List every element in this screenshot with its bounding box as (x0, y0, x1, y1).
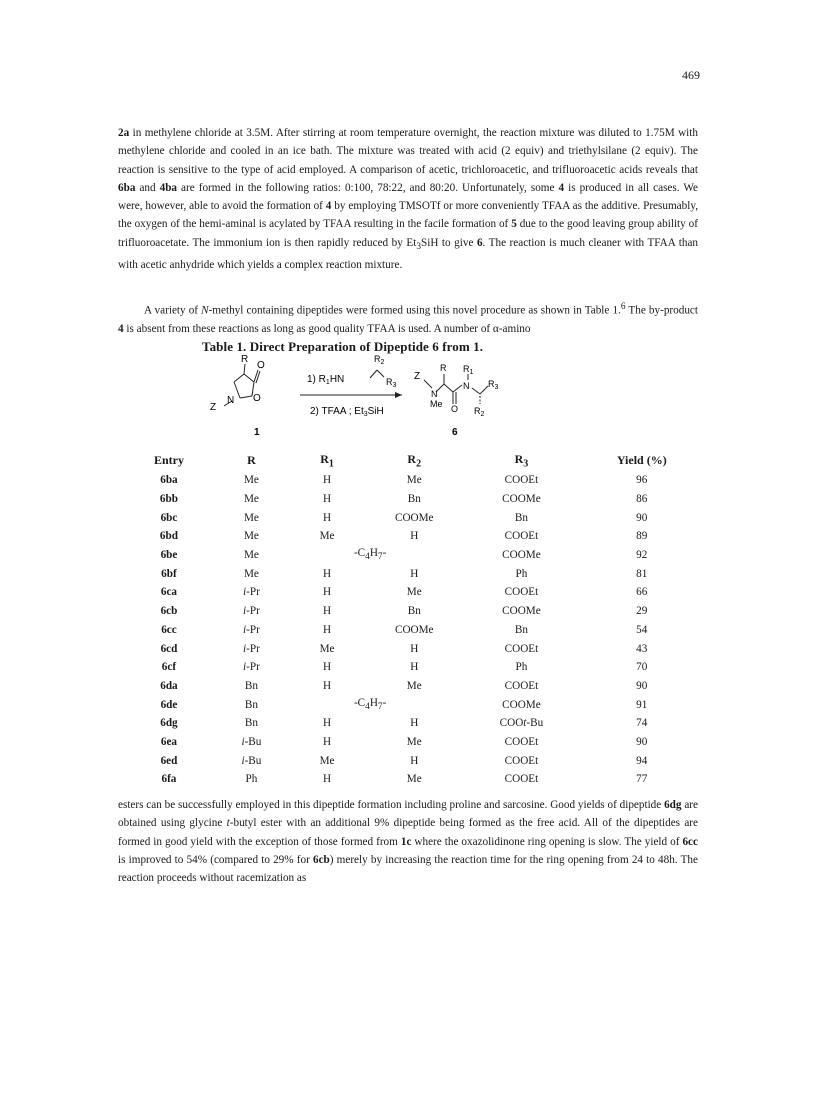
reagent-r3: $R_3$ (386, 377, 397, 389)
cell-r3: COOMe (502, 549, 541, 562)
cell-yield: 66 (636, 586, 648, 599)
header-yield: Yield (%) (616, 453, 667, 467)
table-row (118, 546, 698, 565)
table-row (118, 658, 698, 677)
cell-r: i-Bu (241, 735, 262, 748)
cell-r: i-Bu (241, 754, 262, 767)
cell-r: Me (243, 567, 259, 580)
cell-r3: COOEt (504, 474, 539, 487)
cell-r2: H (410, 661, 419, 674)
compound-1-label: 1 (254, 427, 260, 438)
o-ring-label: O (253, 393, 261, 404)
cell-r2: H (410, 754, 419, 767)
cell-yield: 91 (636, 698, 648, 711)
cell-r3: Ph (515, 567, 528, 580)
cell-entry: 6fa (161, 773, 177, 786)
cell-r1: Me (319, 530, 335, 543)
cell-r3: COOEt (504, 679, 539, 692)
header-r: R (247, 453, 256, 467)
cell-r1: H (323, 586, 332, 599)
cell-entry: 6be (160, 549, 178, 562)
table-row (118, 751, 698, 770)
cell-r2: Bn (407, 493, 421, 506)
paragraph-2: A variety of N-methyl containing dipeptides were formed using this novel procedure as shown in Table 1.$^6$ The by-product 4 is absent from these reactions as long as good quality TFAA is used. A number of α-amino (118, 302, 699, 336)
table-row (118, 639, 698, 658)
cell-r2: Me (406, 586, 422, 599)
header-r3: $R_3$ (514, 451, 529, 470)
cell-r1: H (323, 735, 332, 748)
n-label: N (227, 395, 235, 406)
cell-yield: 94 (636, 754, 648, 767)
cell-entry: 6bd (159, 530, 178, 543)
cell-r3: Ph (515, 661, 528, 674)
cell-r1: Me (319, 642, 335, 655)
table-row (118, 733, 698, 752)
cell-yield: 86 (636, 493, 648, 506)
cell-r1: H (323, 623, 332, 636)
cell-entry: 6ca (160, 586, 178, 599)
cell-yield: 81 (636, 567, 648, 580)
cell-r1: Me (319, 754, 335, 767)
table-row (118, 527, 698, 546)
cell-r2: H (410, 567, 419, 580)
cell-r1: H (323, 511, 332, 524)
cell-r3: COOMe (502, 698, 541, 711)
cell-r2: Me (406, 735, 422, 748)
cell-r: Me (243, 511, 259, 524)
cell-r1: H (323, 679, 332, 692)
cell-r1: H (323, 717, 332, 730)
compound-6-label: 6 (452, 427, 458, 438)
r-label: R (241, 354, 249, 365)
header-r1: $R_1$ (320, 451, 334, 470)
cell-r1: H (323, 474, 332, 487)
cell-r3: COOEt (504, 754, 539, 767)
table-row (118, 583, 698, 602)
reagent-step-1: 1) $R_1HN$ (307, 374, 345, 386)
z-product-label: Z (414, 371, 421, 382)
table-row (118, 677, 698, 696)
cell-r3: Bn (514, 511, 528, 524)
table-row (118, 471, 698, 490)
table-header-row (118, 450, 698, 471)
cell-r2: Me (406, 773, 422, 786)
paragraph-3: esters can be successfully employed in this dipeptide formation including proline and sarcosine. Good yields of dipeptide 6dg are obtained using glycine t-butyl ester with an additional 9% dipeptide being formed as the free acid. All of the dipeptides are formed in good yield with the exception of those formed from 1c where the oxazolidinone ring opening is slow. The yield of 6cc is improved to 54% (compared to 29% for 6cb) merely by increasing the reaction time for the ring opening from 24 to 48h. The reaction proceeds without racemization as (118, 799, 698, 885)
cell-r: Ph (245, 773, 258, 786)
cell-r1: H (323, 605, 332, 618)
me-label: Me (430, 399, 443, 409)
cell-r3: COOEt (504, 642, 539, 655)
cell-r1: H (323, 493, 332, 506)
cell-entry: 6cd (160, 642, 178, 655)
cell-r3: COOEt (504, 773, 539, 786)
table-row (118, 490, 698, 509)
reagent-r2: $R_2$ (374, 354, 385, 366)
cell-entry: 6bb (159, 493, 178, 506)
cell-r2: H (410, 642, 419, 655)
cell-r3: COOMe (502, 605, 541, 618)
cell-r: i-Pr (243, 661, 260, 674)
cell-entry: 6ea (160, 735, 178, 748)
cell-entry: 6da (160, 679, 178, 692)
cell-entry: 6ba (160, 474, 178, 487)
cell-r1: H (323, 661, 332, 674)
cell-r: Me (243, 530, 259, 543)
cell-r: Me (243, 474, 259, 487)
cell-r: i-Pr (243, 642, 260, 655)
cell-r1: $-C_4H_7-$ (353, 547, 387, 563)
reaction-scheme (210, 352, 630, 452)
header-entry: Entry (153, 453, 184, 467)
r2-product-label: $R_2$ (474, 406, 485, 418)
cell-r2: Me (406, 679, 422, 692)
cell-yield: 96 (636, 474, 648, 487)
cell-r: i-Pr (243, 605, 260, 618)
cell-r: Me (243, 549, 259, 562)
cell-r1: H (323, 773, 332, 786)
paragraph-1: 2a in methylene chloride at 3.5M. After stirring at room temperature overnight, the reaction mixture was diluted to 1.75M with methylene chloride and cooled in an ice bath. The mixture was treated with acid (2 equiv) and triethylsilane (2 equiv). The reaction is sensitive to the type of acid employed. A comparison of acetic, trichloroacetic, and trifluoroacetic acids reveals that 6ba and 4ba are formed in the following ratios: 0:100, 78:22, and 80:20. Unfortunately, some 4 is produced in all cases. We were, however, able to avoid the formation of 4 by employing TMSOTf or more conveniently TFAA as the additive. Presumably, the oxygen of the hemi-aminal is acylated by TFAA resulting in the facile formation of 5 due to the good leaving group ability of trifluoroacetate. The immonium ion is then rapidly reduced by $Et_3SiH$ to give 6. The reaction is much cleaner with TFAA than with acetic anhydride which yields a complex reaction mixture. (118, 127, 699, 272)
table-row (118, 621, 698, 640)
cell-r: i-Pr (243, 586, 260, 599)
cell-r3: COOt-Bu (499, 717, 544, 730)
cell-r2: Bn (407, 605, 421, 618)
n2-product-label: N (463, 381, 470, 391)
cell-entry: 6cb (160, 605, 178, 618)
table-row (118, 602, 698, 621)
reagent-step-2: 2) TFAA ; $Et_3SiH$ (310, 406, 384, 418)
cell-yield: 90 (636, 735, 648, 748)
cell-yield: 43 (636, 642, 648, 655)
cell-yield: 89 (636, 530, 648, 543)
cell-yield: 92 (636, 549, 648, 562)
n-product-label: N (431, 389, 438, 399)
cell-entry: 6cc (161, 623, 177, 636)
cell-r2: COOMe (394, 623, 434, 636)
cell-yield: 70 (636, 661, 648, 674)
r1-product-label: $R_1$ (463, 364, 474, 376)
cell-r2: H (410, 530, 419, 543)
cell-r: Bn (244, 717, 258, 730)
r3-product-label: $R_3$ (488, 379, 499, 391)
table-row (118, 714, 698, 733)
cell-yield: 74 (636, 717, 648, 730)
cell-yield: 90 (636, 679, 648, 692)
table-row (118, 770, 698, 789)
cell-entry: 6bf (161, 567, 177, 580)
cell-r2: Me (406, 474, 422, 487)
cell-r2: COOMe (394, 511, 434, 524)
table-row (118, 695, 698, 714)
cell-r3: COOEt (504, 735, 539, 748)
cell-entry: 6bc (160, 511, 178, 524)
cell-yield: 29 (636, 605, 648, 618)
cell-r: Me (243, 493, 259, 506)
z-label: Z (210, 402, 217, 413)
header-r2: $R_2$ (407, 451, 422, 470)
cell-yield: 77 (636, 773, 648, 786)
cell-r: Bn (244, 698, 258, 711)
page-number: 469 (682, 68, 700, 82)
table-title: Table 1. Direct Preparation of Dipeptide 6 from 1. (202, 339, 484, 354)
table-row (118, 564, 698, 583)
table-row (118, 508, 698, 527)
cell-entry: 6ed (160, 754, 178, 767)
r-product-label: R (440, 363, 447, 373)
cell-r3: COOEt (504, 530, 539, 543)
cell-entry: 6cf (161, 661, 177, 674)
cell-yield: 54 (636, 623, 648, 636)
cell-r2: H (410, 717, 419, 730)
cell-r1: H (323, 567, 332, 580)
cell-entry: 6de (160, 698, 178, 711)
dipeptide-table (118, 450, 698, 789)
cell-r1: $-C_4H_7-$ (353, 696, 387, 713)
cell-entry: 6dg (160, 717, 178, 730)
cell-r3: COOMe (502, 493, 541, 506)
o-label: O (257, 360, 265, 371)
cell-r3: Bn (514, 623, 528, 636)
cell-r: Bn (244, 679, 258, 692)
cell-r: i-Pr (243, 623, 260, 636)
o-product-label: O (451, 404, 459, 414)
cell-yield: 90 (636, 511, 648, 524)
cell-r3: COOEt (504, 586, 539, 599)
